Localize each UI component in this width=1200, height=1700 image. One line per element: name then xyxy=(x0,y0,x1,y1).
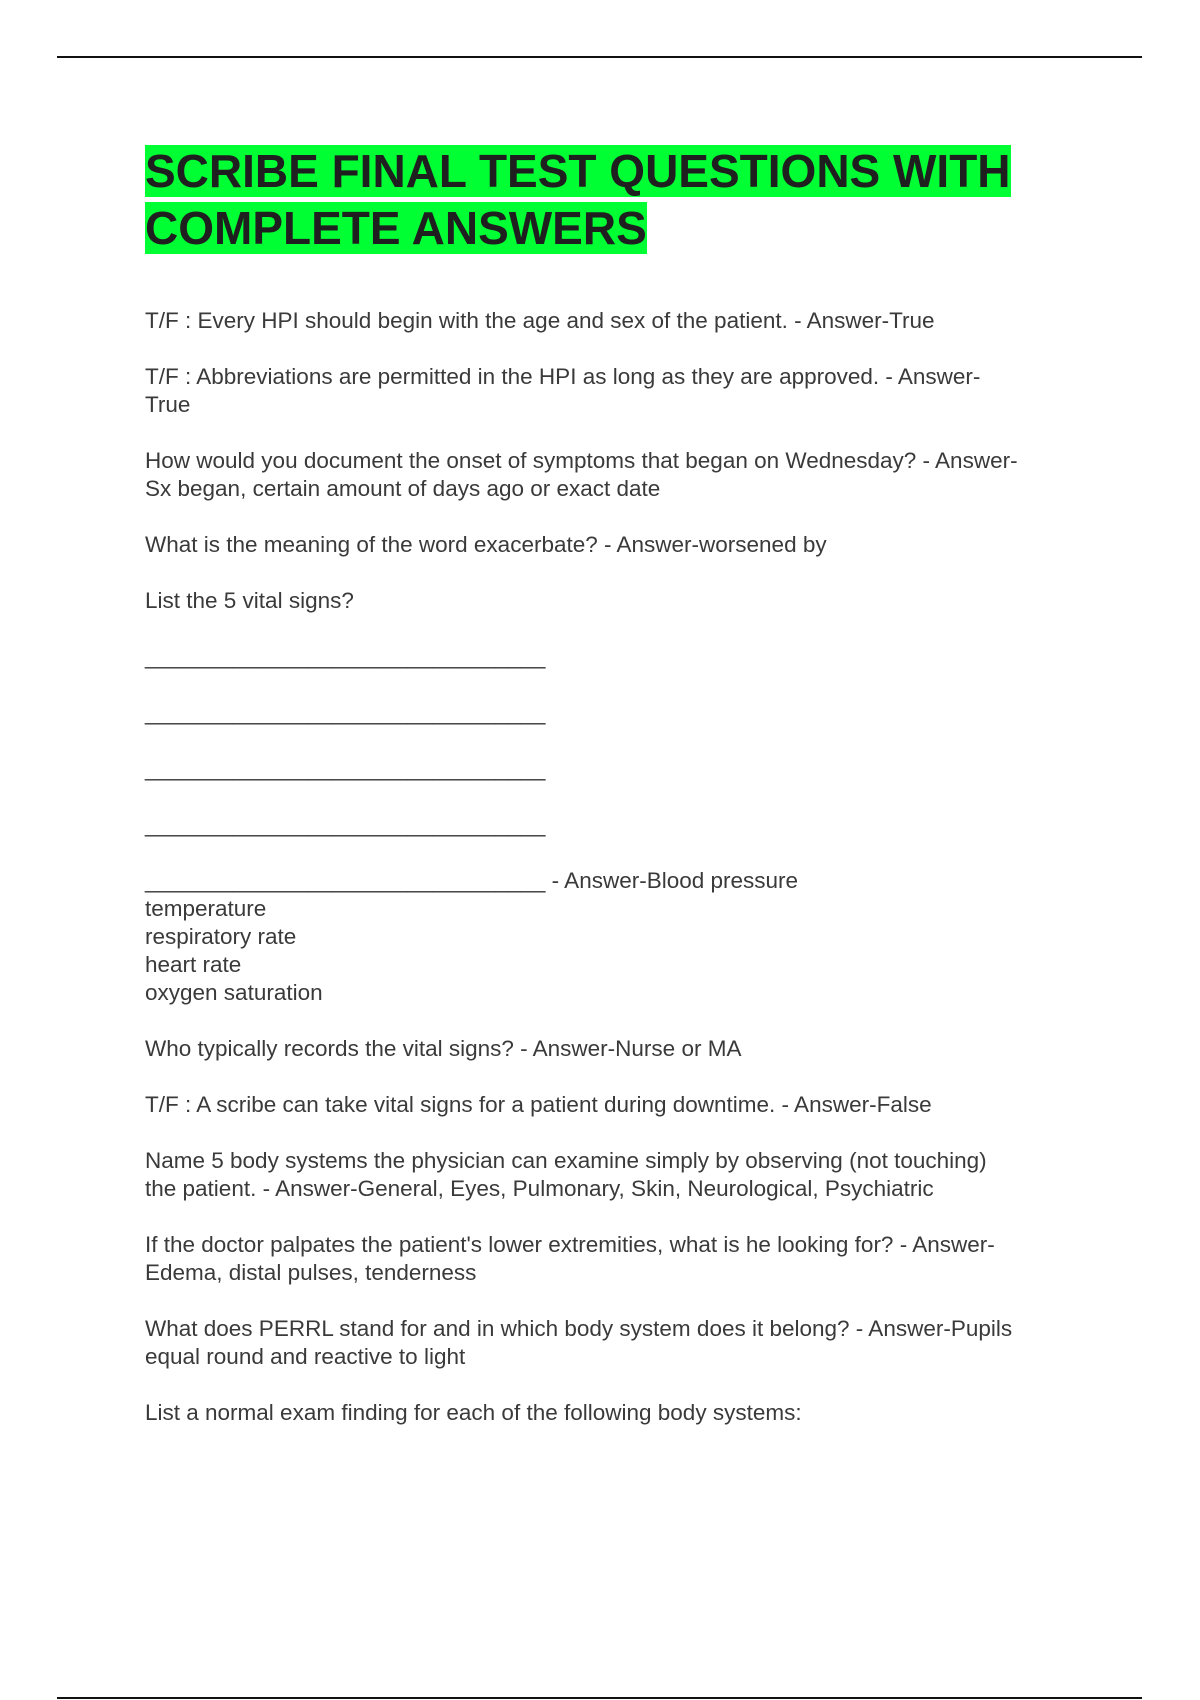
qa-item: Who typically records the vital signs? - Answer-Nurse or MA xyxy=(145,1036,742,1061)
document-title xyxy=(145,143,1095,257)
vitals-line: heart rate xyxy=(145,952,242,977)
qa-item: What does PERRL stand for and in which body system does it belong? - Answer-Pupils equal round and reactive to light xyxy=(145,1316,1013,1369)
qa-item: What is the meaning of the word exacerbate? - Answer-worsened by xyxy=(145,532,827,557)
top-rule xyxy=(57,56,1142,58)
qa-item: If the doctor palpates the patient's lower extremities, what is he looking for? - Answer- Edema, distal pulses, tenderness xyxy=(145,1232,995,1285)
answer-blank: ________________________________ xyxy=(145,812,546,837)
answer-blank: ________________________________ xyxy=(145,700,546,725)
answer-blank: ________________________________ xyxy=(145,756,546,781)
qa-item: How would you document the onset of symptoms that began on Wednesday? - Answer- Sx began, certain amount of days ago or exact date xyxy=(145,448,1018,501)
qa-item: Name 5 body systems the physician can examine simply by observing (not touching) the patient. - Answer-General, Eyes, Pulmonary, Skin, Neurological, Psychiatric xyxy=(145,1148,987,1201)
vitals-line: ________________________________ - Answer-Blood pressure xyxy=(145,868,799,893)
vitals-line: respiratory rate xyxy=(145,924,297,949)
vitals-line: temperature xyxy=(145,896,267,921)
qa-item: List a normal exam finding for each of the following body systems: xyxy=(145,1400,802,1425)
vital-signs-answer xyxy=(145,867,1095,1007)
answer-blank: ________________________________ xyxy=(145,644,546,669)
title-line-2: COMPLETE ANSWERS xyxy=(145,202,647,254)
qa-item: List the 5 vital signs? xyxy=(145,588,354,613)
qa-item: T/F : A scribe can take vital signs for a patient during downtime. - Answer-False xyxy=(145,1092,932,1117)
title-line-1: SCRIBE FINAL TEST QUESTIONS WITH xyxy=(145,145,1011,197)
qa-item: T/F : Every HPI should begin with the age and sex of the patient. - Answer-True xyxy=(145,308,935,333)
document-body xyxy=(145,143,1095,1455)
qa-item: T/F : Abbreviations are permitted in the HPI as long as they are approved. - Answer- True xyxy=(145,364,981,417)
bottom-rule xyxy=(57,1697,1142,1699)
vitals-line: oxygen saturation xyxy=(145,980,323,1005)
